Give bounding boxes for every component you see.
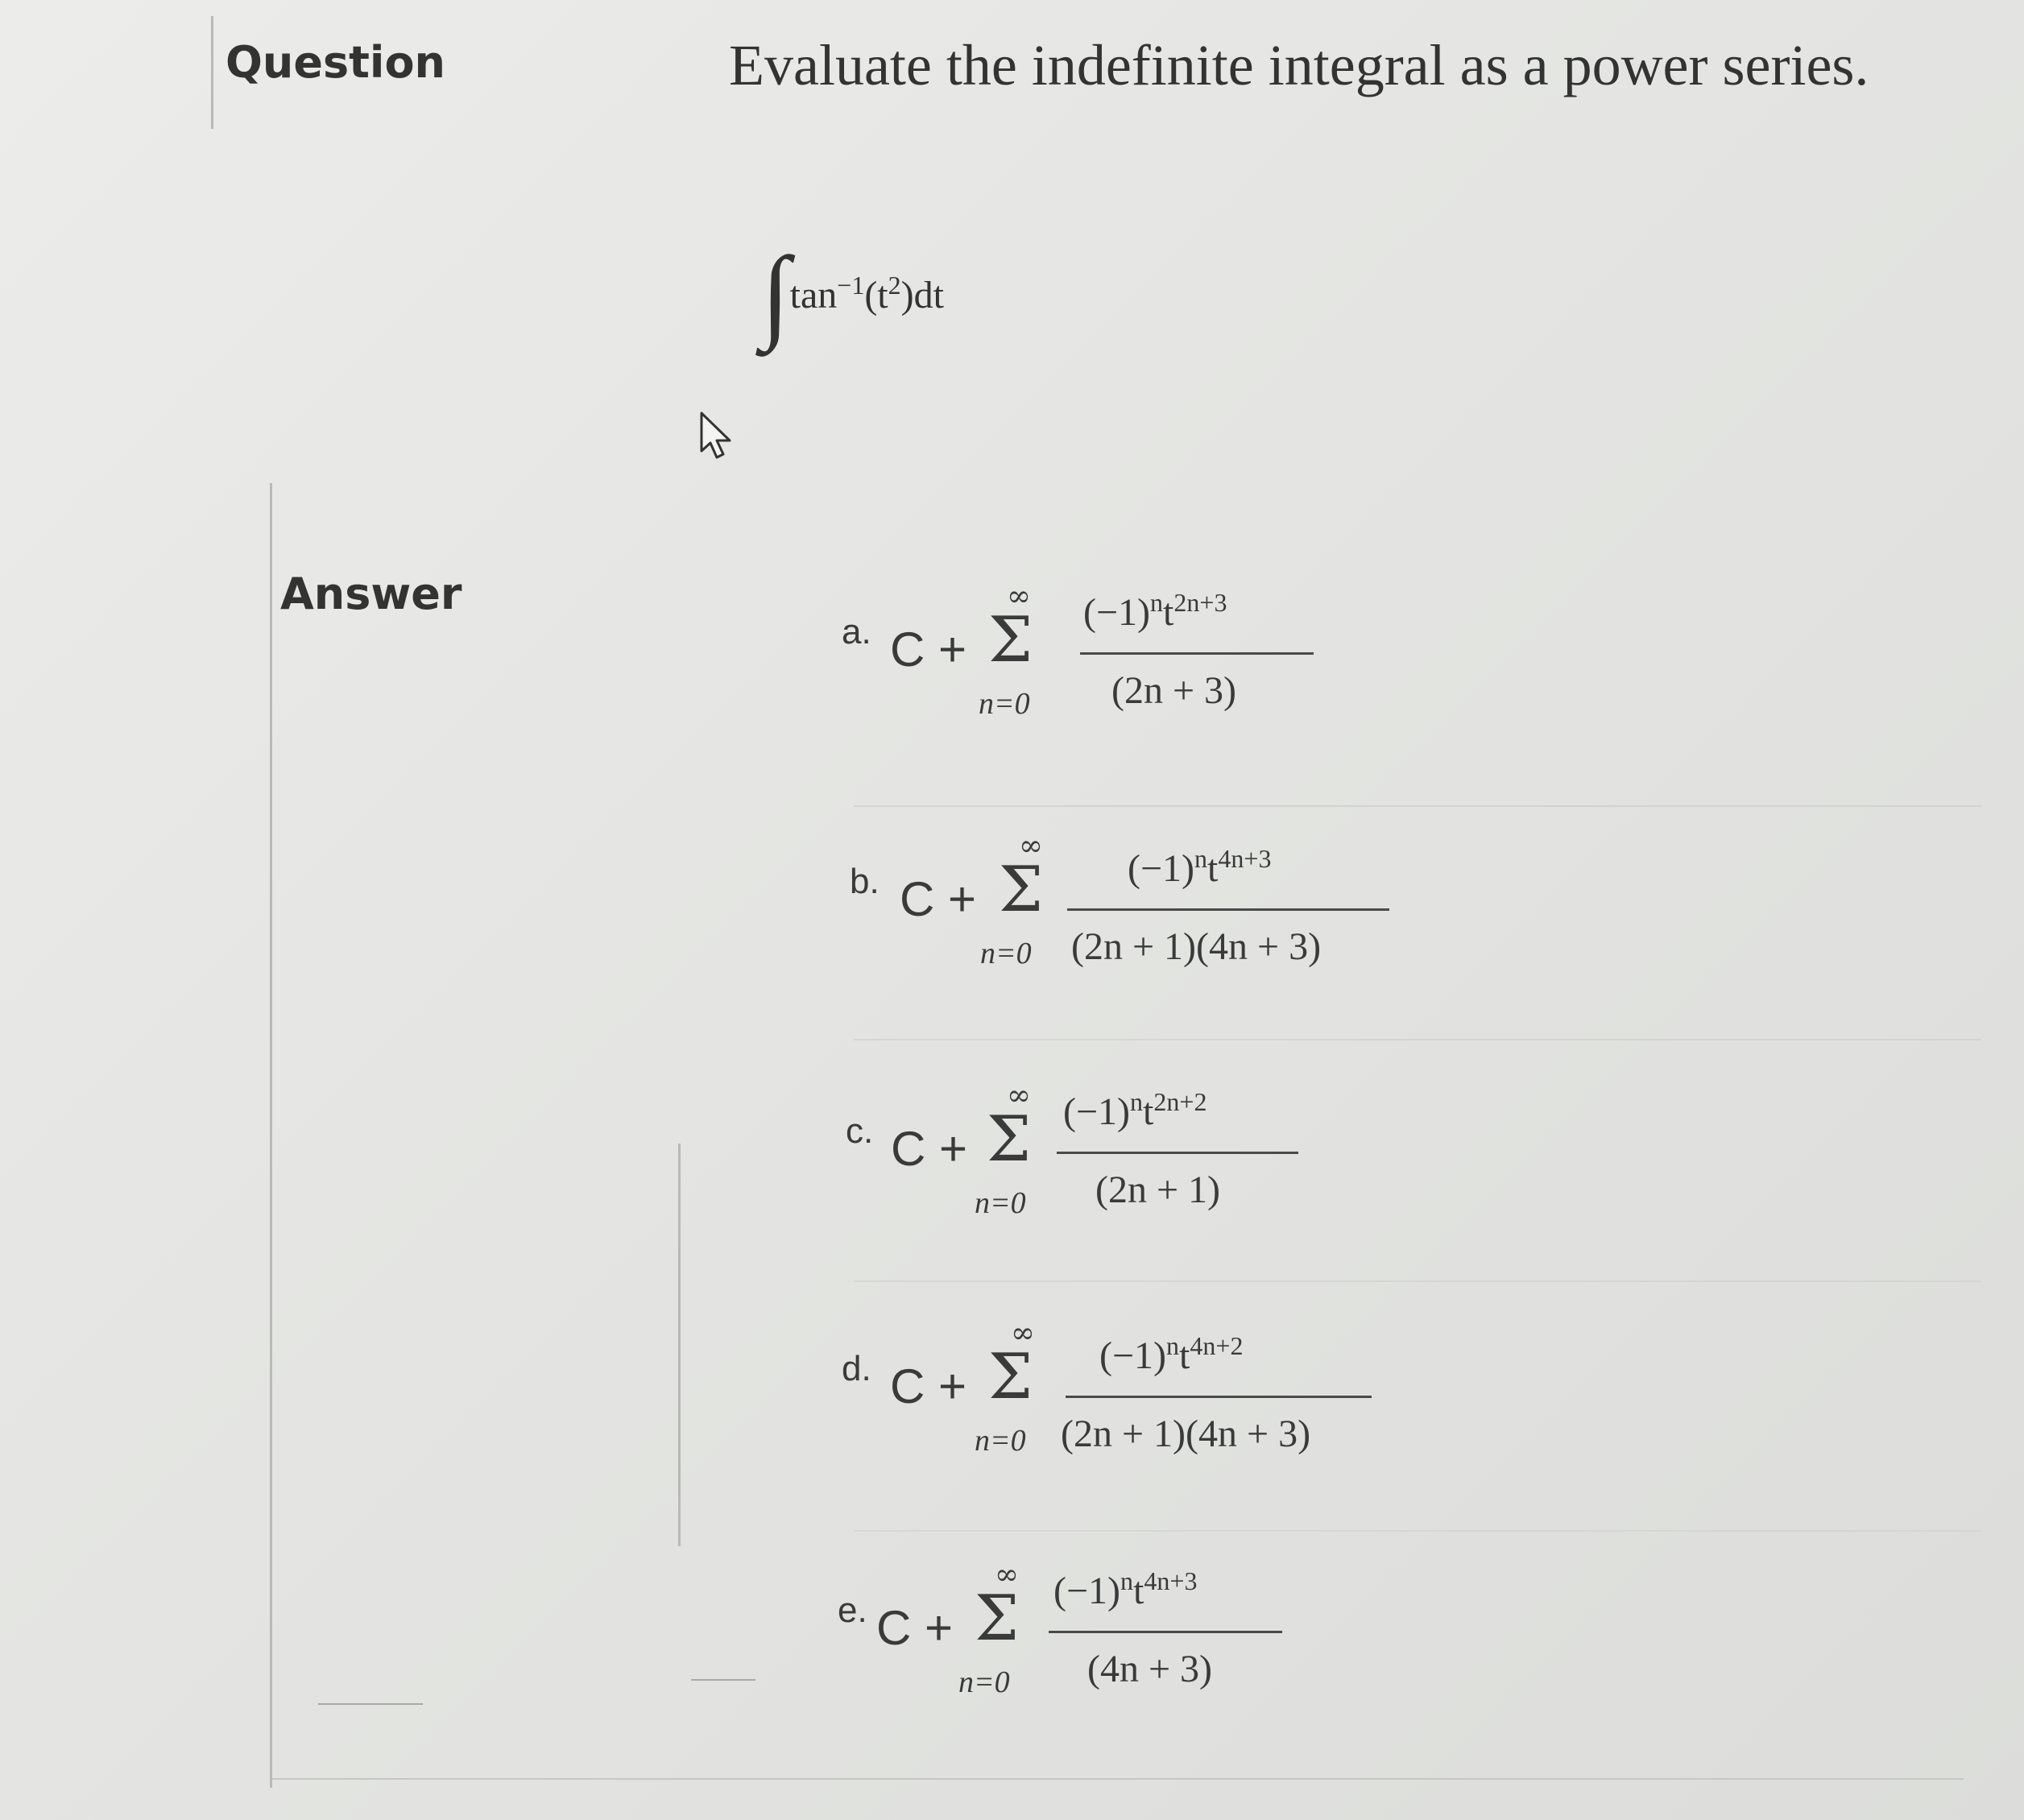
answer-option-a[interactable] [842, 580, 1341, 741]
answer-option-e[interactable] [838, 1558, 1337, 1719]
question-label: Question [226, 37, 445, 88]
sigma-icon: Σ [999, 854, 1044, 926]
sum-lower-limit: n=0 [975, 1424, 1026, 1458]
sum-upper-limit: ∞ [995, 1558, 1019, 1591]
option-separator [854, 1530, 1981, 1532]
sigma-icon: Σ [988, 1341, 1033, 1413]
option-constant: C + [876, 1601, 954, 1655]
option-constant: C + [890, 1359, 967, 1413]
option-numerator: $(-1)^nt^{2n+2}$ [1063, 1087, 1207, 1133]
fraction-bar [1067, 908, 1389, 911]
option-letter: b. [850, 862, 880, 901]
fraction-bar [1057, 1152, 1298, 1154]
option-constant: C + [891, 1122, 968, 1176]
integral-power: −1 [837, 271, 865, 300]
radio-underline [691, 1679, 755, 1681]
option-separator [854, 1039, 1981, 1040]
sum-upper-limit: ∞ [1007, 1079, 1031, 1112]
option-separator [854, 805, 1981, 807]
fraction-bar [1080, 652, 1314, 655]
option-numerator: $(-1)^nt^{2n+3}$ [1083, 588, 1227, 634]
sum-upper-limit: ∞ [1011, 1317, 1035, 1350]
answer-label: Answer [280, 569, 462, 619]
answer-option-b[interactable] [850, 829, 1413, 991]
integral-differential: )dt [900, 274, 944, 316]
answer-bottom-border [272, 1778, 1964, 1780]
sum-upper-limit: ∞ [1007, 580, 1031, 613]
sum-lower-limit: n=0 [980, 937, 1032, 970]
sigma-icon: Σ [975, 1582, 1020, 1655]
radio-underline [318, 1703, 423, 1705]
option-letter: d. [842, 1349, 871, 1388]
option-denominator: (2n + 1)(4n + 3) [1071, 925, 1322, 968]
option-letter: a. [842, 612, 871, 651]
option-constant: C + [900, 872, 977, 926]
sum-lower-limit: n=0 [979, 687, 1030, 721]
sigma-icon: Σ [987, 1103, 1032, 1176]
integral-function: tan [789, 274, 838, 316]
answer-inner-divider [678, 1144, 681, 1546]
option-denominator: (2n + 1)(4n + 3) [1061, 1413, 1311, 1455]
option-numerator: $(-1)^nt^{4n+2}$ [1099, 1331, 1244, 1377]
integral-expression [761, 234, 944, 354]
integral-sign: ∫ [761, 236, 790, 352]
option-denominator: (2n + 1) [1095, 1169, 1221, 1211]
answer-column-border [270, 483, 272, 1788]
question-prompt: Evaluate the indefinite integral as a power series. [729, 33, 1869, 97]
fraction-bar [1049, 1631, 1282, 1633]
fraction-bar [1066, 1396, 1372, 1398]
option-letter: c. [846, 1111, 874, 1151]
option-separator [854, 1280, 1981, 1282]
answer-option-d[interactable] [842, 1317, 1405, 1478]
question-column-divider [211, 16, 213, 129]
option-denominator: (4n + 3) [1087, 1648, 1213, 1690]
option-numerator: $(-1)^nt^{4n+3}$ [1053, 1566, 1198, 1612]
option-letter: e. [838, 1590, 867, 1630]
integral-arg-power: 2 [888, 271, 901, 300]
answer-option-c[interactable] [846, 1079, 1345, 1240]
sum-lower-limit: n=0 [975, 1186, 1026, 1220]
option-numerator: $(-1)^nt^{4n+3}$ [1128, 844, 1272, 890]
option-denominator: (2n + 3) [1111, 669, 1237, 712]
integral-argument: (t [864, 274, 888, 316]
sum-lower-limit: n=0 [958, 1665, 1010, 1699]
sigma-icon: Σ [988, 604, 1033, 676]
mouse-pointer-icon [699, 411, 736, 462]
option-constant: C + [890, 623, 967, 676]
sum-upper-limit: ∞ [1019, 829, 1043, 862]
